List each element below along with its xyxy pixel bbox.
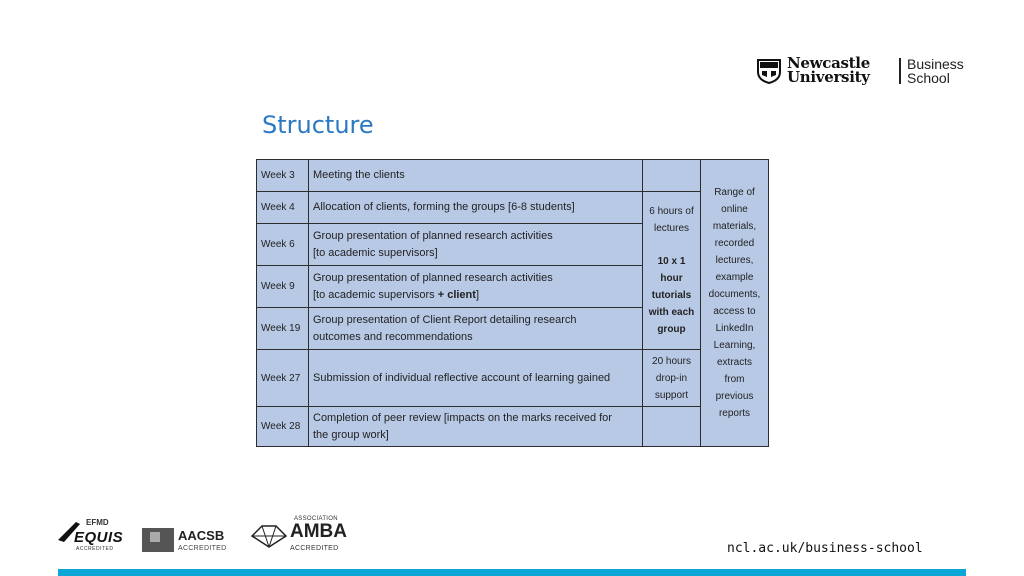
lectures-line: lectures	[653, 223, 689, 234]
activity-line: outcomes and recommendations	[313, 330, 473, 343]
school-line-1: Business	[907, 56, 964, 72]
lectures-cell	[643, 192, 701, 350]
activity-cell	[309, 308, 643, 350]
activity-cell	[309, 224, 643, 266]
activity-line: the group work]	[313, 428, 389, 441]
activity-line: Submission of individual reflective account of learning gained	[313, 371, 611, 384]
week-cell: Week 4	[257, 192, 309, 224]
resources-line: documents,	[708, 289, 761, 300]
empty-cell	[643, 160, 701, 192]
equis-name: EQUIS	[74, 529, 124, 546]
university-crest-icon	[756, 58, 782, 84]
activity-cell	[309, 350, 643, 407]
activity-line: Group presentation of planned research activities	[313, 271, 553, 284]
aacsb-inner-square	[150, 532, 160, 542]
table-row	[257, 192, 769, 224]
activity-line: [to academic supervisors]	[313, 246, 438, 259]
table-row	[257, 407, 769, 447]
tutorial-line: group	[657, 324, 686, 335]
tutorial-line: hour	[660, 273, 683, 284]
equis-top: EFMD	[86, 518, 109, 527]
tutorial-line: tutorials	[651, 290, 692, 301]
activity-line: Completion of peer review [impacts on the marks received for	[313, 411, 612, 424]
dropin-line: 20 hours	[652, 355, 691, 367]
newcastle-business-school-logo	[756, 56, 978, 88]
resources-line: access to	[713, 306, 756, 317]
week-cell: Week 19	[257, 308, 309, 350]
structure-table	[256, 159, 769, 447]
resources-line: recorded	[714, 238, 755, 249]
school-wordmark	[907, 57, 964, 85]
resources-line: online	[721, 204, 748, 215]
activity-line: Group presentation of planned research activities	[313, 229, 553, 242]
dropin-line: drop-in	[655, 372, 688, 384]
lectures-line: 6 hours of	[649, 206, 694, 217]
aacsb-sub: ACCREDITED	[178, 545, 227, 552]
amba-diamond-icon	[250, 524, 288, 548]
tutorial-line: with each	[648, 307, 695, 318]
resources-line: example	[715, 272, 754, 283]
week-cell: Week 9	[257, 266, 309, 308]
amba-top: ASSOCIATION	[294, 516, 338, 522]
tutorial-line: 10 x 1	[657, 256, 686, 267]
resources-cell	[701, 160, 769, 447]
footer-url: ncl.ac.uk/business-school	[727, 541, 923, 556]
footer-bar	[58, 569, 966, 576]
school-line-2: School	[907, 70, 950, 86]
week-cell: Week 28	[257, 407, 309, 447]
client-emphasis: + client	[437, 288, 476, 301]
week-cell: Week 6	[257, 224, 309, 266]
table-row	[257, 160, 769, 192]
amba-name: AMBA	[290, 521, 347, 542]
activity-cell	[309, 407, 643, 447]
empty-cell	[643, 407, 701, 447]
accreditation-logos	[56, 516, 356, 554]
activity-cell	[309, 266, 643, 308]
university-line-2: University	[787, 68, 870, 86]
activity-line: Group presentation of Client Report detailing research	[313, 313, 577, 326]
activity-line: Meeting the clients	[313, 169, 405, 181]
resources-line: from	[724, 374, 745, 385]
resources-line: extracts	[716, 357, 752, 368]
university-line-1: Newcastle	[787, 54, 870, 72]
table-row	[257, 350, 769, 407]
resources-line: Learning,	[713, 340, 756, 351]
activity-text: [to academic supervisors	[313, 288, 438, 301]
resources-line: LinkedIn	[715, 323, 754, 334]
amba-sub: ACCREDITED	[290, 545, 339, 552]
activity-line: Allocation of clients, forming the groups [6-8 students]	[313, 201, 575, 213]
equis-sub: ACCREDITED	[76, 546, 114, 552]
aacsb-name: AACSB	[178, 528, 225, 543]
logo-divider	[899, 58, 901, 84]
slide-title: Structure	[262, 111, 374, 139]
resources-line: lectures,	[715, 255, 754, 266]
dropin-line: support	[654, 389, 689, 401]
resources-line: reports	[718, 408, 751, 419]
dropin-cell	[643, 350, 701, 407]
resources-line: Range of	[714, 187, 755, 198]
week-cell: Week 27	[257, 350, 309, 407]
activity-text: ]	[475, 288, 479, 301]
week-cell: Week 3	[257, 160, 309, 192]
activity-cell	[309, 160, 643, 192]
activity-line	[313, 287, 638, 304]
activity-cell	[309, 192, 643, 224]
resources-line: previous	[715, 391, 754, 402]
resources-line: materials,	[712, 221, 757, 232]
university-wordmark	[787, 56, 870, 84]
